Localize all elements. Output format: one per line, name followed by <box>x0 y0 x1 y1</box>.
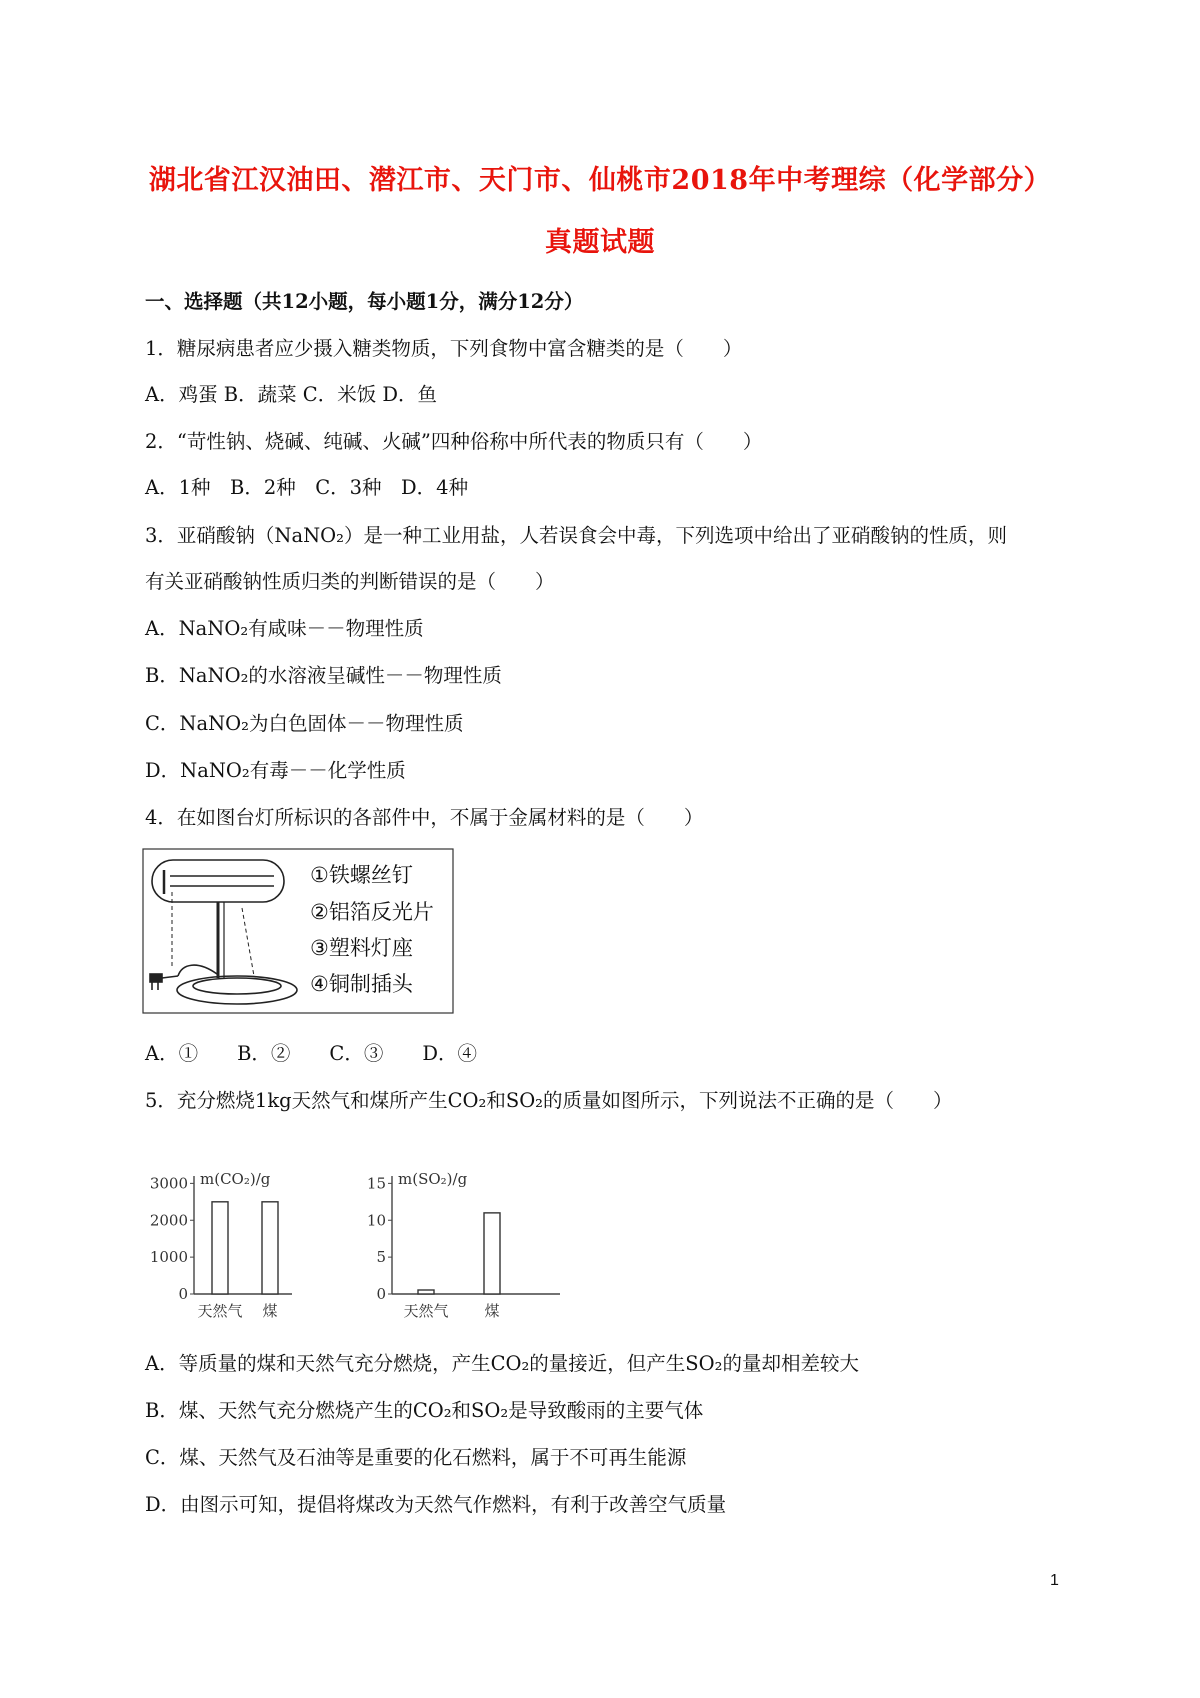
question-4-options: A．① B．② C．③ D．④ <box>145 1042 477 1065</box>
y-tick-label: 0 <box>376 1285 386 1303</box>
legend-item-1: ①铁螺丝钉 <box>310 863 413 887</box>
question-5-stem: 5．充分燃烧1kg天然气和煤所产生CO₂和SO₂的质量如图所示，下列说法不正确的是（ ） <box>145 1089 953 1112</box>
question-5-option-a: A．等质量的煤和天然气充分燃烧，产生CO₂的量接近，但产生SO₂的量却相差较大 <box>145 1352 859 1375</box>
co2-bar-chart <box>142 1138 302 1324</box>
question-5-option-d: D．由图示可知，提倡将煤改为天然气作燃料，有利于改善空气质量 <box>145 1493 727 1516</box>
question-3-stem-line2: 有关亚硝酸钠性质归类的判断错误的是（ ） <box>145 570 555 593</box>
page-number: 1 <box>1050 1572 1059 1589</box>
question-4-stem: 4．在如图台灯所标识的各部件中，不属于金属材料的是（ ） <box>145 806 704 829</box>
y-axis-label: m(CO₂)/g <box>200 1170 271 1188</box>
question-2-stem: 2．“苛性钠、烧碱、纯碱、火碱”四种俗称中所代表的物质只有（ ） <box>145 430 763 453</box>
question-3-stem-line1: 3．亚硝酸钠（NaNO₂）是一种工业用盐，人若误食会中毒，下列选项中给出了亚硝酸钠的性质，则 <box>145 524 1007 547</box>
bar-coal <box>262 1202 278 1294</box>
y-axis-label: m(SO₂)/g <box>398 1170 468 1188</box>
question-1-options: A．鸡蛋 B．蔬菜 C．米饭 D．鱼 <box>145 383 438 406</box>
question-3-option-b: B．NaNO₂的水溶液呈碱性－－物理性质 <box>145 664 502 687</box>
bar-natural-gas <box>212 1202 228 1294</box>
question-5-option-c: C．煤、天然气及石油等是重要的化石燃料，属于不可再生能源 <box>145 1446 687 1469</box>
legend-item-4: ④铜制插头 <box>310 972 413 996</box>
x-category-label: 煤 <box>484 1302 500 1320</box>
y-tick-label: 3000 <box>149 1174 188 1193</box>
question-3-option-d: D．NaNO₂有毒－－化学性质 <box>145 759 406 782</box>
desk-lamp-figure <box>142 848 454 1014</box>
question-3-option-a: A．NaNO₂有咸味－－物理性质 <box>145 617 424 640</box>
section-heading: 一、选择题（共12小题，每小题1分，满分12分） <box>145 290 584 313</box>
page-title-line2: 真题试题 <box>545 227 655 258</box>
page-title: 湖北省江汉油田、潜江市、天门市、仙桃市2018年中考理综（化学部分） <box>148 165 1052 196</box>
x-category-label: 天然气 <box>197 1302 243 1320</box>
bar-coal <box>484 1213 500 1294</box>
y-tick-label: 2000 <box>149 1211 188 1230</box>
y-tick-label: 0 <box>178 1285 188 1303</box>
legend-item-2: ②铝箔反光片 <box>310 900 434 924</box>
x-category-label: 天然气 <box>403 1302 449 1320</box>
question-1-stem: 1．糖尿病患者应少摄入糖类物质，下列食物中富含糖类的是（ ） <box>145 337 743 360</box>
y-tick-label: 5 <box>376 1248 386 1267</box>
legend-item-3: ③塑料灯座 <box>310 936 413 960</box>
question-3-option-c: C．NaNO₂为白色固体－－物理性质 <box>145 712 464 735</box>
so2-bar-chart <box>360 1138 570 1324</box>
bar-natural-gas <box>418 1290 434 1294</box>
y-tick-label: 15 <box>366 1174 386 1193</box>
x-category-label: 煤 <box>262 1302 278 1320</box>
y-tick-label: 1000 <box>149 1248 188 1267</box>
y-tick-label: 10 <box>366 1211 386 1230</box>
question-5-option-b: B．煤、天然气充分燃烧产生的CO₂和SO₂是导致酸雨的主要气体 <box>145 1399 704 1422</box>
question-2-options: A．1种 B．2种 C．3种 D．4种 <box>145 476 469 499</box>
